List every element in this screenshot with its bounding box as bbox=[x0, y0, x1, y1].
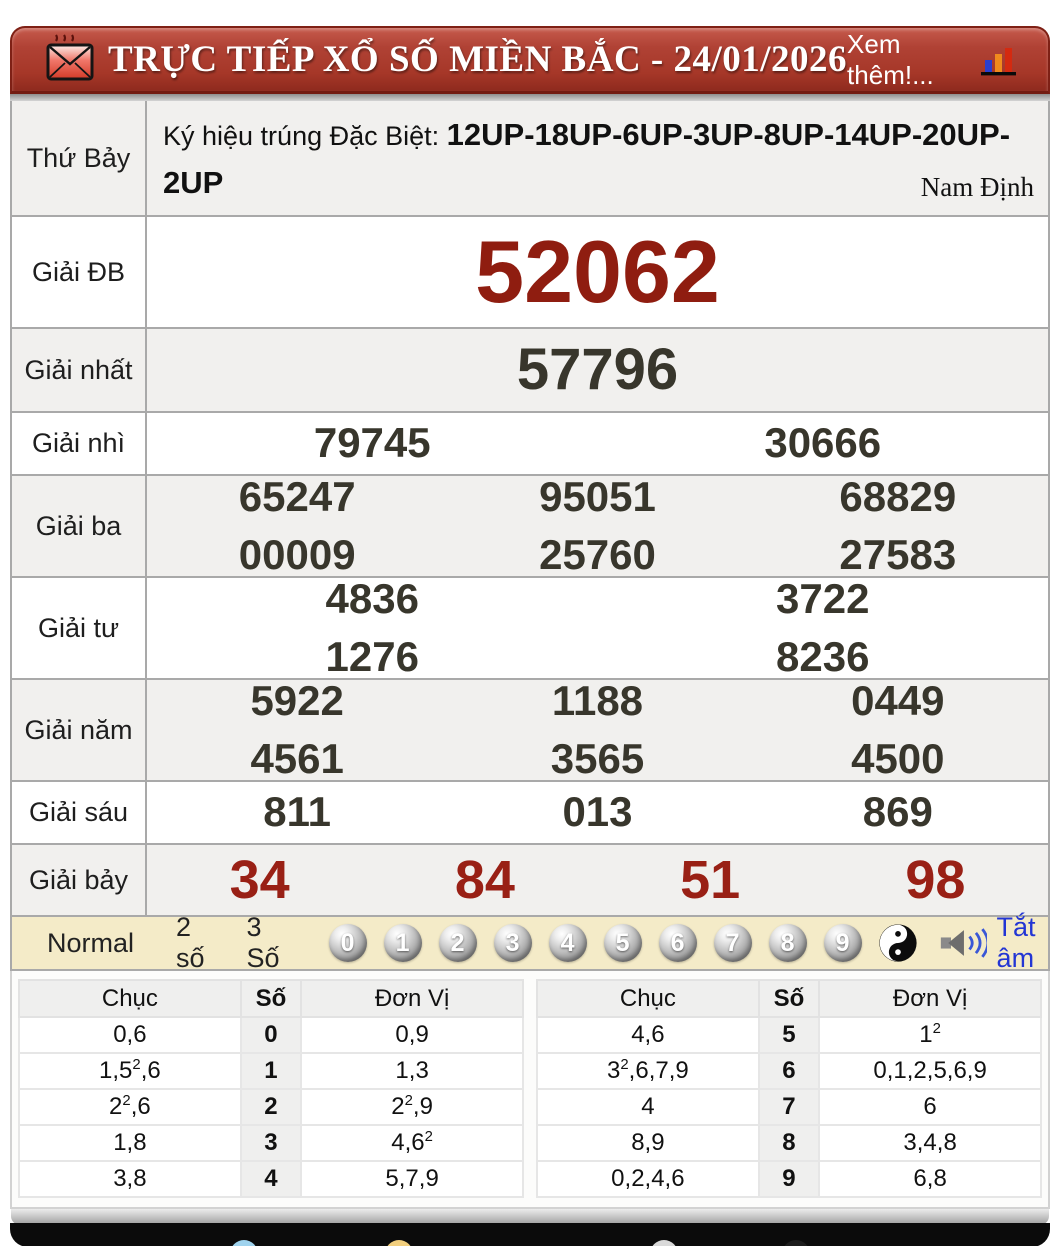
prize-column bbox=[748, 472, 1048, 581]
prize-number: 68829 bbox=[839, 472, 957, 520]
stat-digit: 5 bbox=[759, 1017, 819, 1053]
stat-values: $2^2,6$ bbox=[19, 1089, 241, 1125]
prize-number: 0449 bbox=[851, 676, 945, 724]
stat-values: 1,3 bbox=[301, 1053, 523, 1089]
prize-column bbox=[823, 848, 1048, 913]
prize-label: Giải nhì bbox=[12, 413, 147, 474]
envelope-icon bbox=[46, 31, 94, 88]
stat-values: 6 bbox=[819, 1089, 1041, 1125]
prize-column bbox=[147, 335, 1048, 405]
stat-digit: 7 bbox=[759, 1089, 819, 1125]
stat-values: 0,9 bbox=[301, 1017, 523, 1053]
prize-column bbox=[447, 472, 747, 581]
yin-yang-ball[interactable] bbox=[879, 924, 917, 962]
prize-column bbox=[147, 574, 598, 683]
mute-button[interactable]: Tắt âm bbox=[996, 912, 1036, 974]
page-title: TRỰC TIẾP XỔ SỐ MIỀN BẮC - 24/01/2026 bbox=[108, 39, 848, 80]
stat-values: 0,6 bbox=[19, 1017, 241, 1053]
stat-values: 4,6 bbox=[537, 1017, 759, 1053]
prize-values bbox=[147, 329, 1048, 411]
stat-digit: 3 bbox=[241, 1125, 301, 1161]
tab-normal[interactable]: Normal bbox=[47, 927, 135, 958]
prize-label: Giải tư bbox=[12, 578, 147, 678]
stat-header: Số bbox=[759, 980, 819, 1017]
stat-row bbox=[19, 1017, 523, 1053]
prize-values bbox=[147, 472, 1048, 579]
weekday-label: Thứ Bảy bbox=[12, 101, 147, 215]
ball-0[interactable]: 0 bbox=[329, 924, 367, 962]
stat-digit: 6 bbox=[759, 1053, 819, 1089]
prize-label: Giải ĐB bbox=[12, 217, 147, 327]
prize-row bbox=[12, 472, 1048, 579]
prize-row bbox=[12, 413, 1048, 476]
prize-number: 25760 bbox=[539, 531, 656, 579]
prize-number: 4836 bbox=[325, 574, 419, 622]
footer-black-bar bbox=[10, 1223, 1050, 1246]
prize-column bbox=[147, 676, 447, 785]
ball-2[interactable]: 2 bbox=[439, 924, 477, 962]
prize-label: Giải ba bbox=[12, 476, 147, 576]
stats-section bbox=[10, 971, 1050, 1209]
prize-column bbox=[147, 418, 598, 468]
stat-values: $2^2,9$ bbox=[301, 1089, 523, 1125]
ball-1[interactable]: 1 bbox=[384, 924, 422, 962]
stat-digit: 4 bbox=[241, 1161, 301, 1197]
stat-row bbox=[537, 1089, 1041, 1125]
prize-column bbox=[748, 676, 1048, 785]
prize-number: 30666 bbox=[764, 419, 882, 467]
prize-column bbox=[147, 222, 1048, 322]
prize-number: 4561 bbox=[250, 735, 344, 783]
prize-row bbox=[12, 329, 1048, 413]
prize-number: 98 bbox=[905, 849, 966, 910]
prize-number: 84 bbox=[454, 849, 515, 910]
prize-number: 95051 bbox=[539, 472, 656, 520]
prize-number: 8236 bbox=[776, 633, 870, 681]
stat-row bbox=[537, 1017, 1041, 1053]
prize-column bbox=[447, 787, 747, 837]
prize-column bbox=[598, 418, 1049, 468]
see-more-link[interactable]: Xem thêm!... bbox=[847, 28, 934, 90]
prize-values bbox=[147, 217, 1048, 327]
prize-number: 4500 bbox=[851, 735, 945, 783]
stat-row bbox=[19, 1053, 523, 1089]
stat-values: 0,2,4,6 bbox=[537, 1161, 759, 1197]
stat-values: 8,9 bbox=[537, 1125, 759, 1161]
stat-values: 5,7,9 bbox=[301, 1161, 523, 1197]
stat-values: 3,8 bbox=[19, 1161, 241, 1197]
ball-7[interactable]: 7 bbox=[714, 924, 752, 962]
head-tail-tables bbox=[18, 979, 1042, 1198]
prize-values bbox=[147, 845, 1048, 915]
ball-3[interactable]: 3 bbox=[494, 924, 532, 962]
prize-number: 51 bbox=[680, 849, 741, 910]
prize-values bbox=[147, 782, 1048, 843]
stat-digit: 8 bbox=[759, 1125, 819, 1161]
prize-number: 5922 bbox=[250, 676, 344, 724]
prize-label: Giải năm bbox=[12, 680, 147, 780]
stat-values: $3^2,6,7,9$ bbox=[537, 1053, 759, 1089]
stat-values: 0,1,2,5,6,9 bbox=[819, 1053, 1041, 1089]
ball-6[interactable]: 6 bbox=[659, 924, 697, 962]
stat-values: 4 bbox=[537, 1089, 759, 1125]
header-divider bbox=[10, 94, 1050, 101]
stat-row bbox=[19, 1161, 523, 1197]
prize-values bbox=[147, 676, 1048, 783]
prize-rows bbox=[12, 217, 1048, 915]
prize-label: Giải sáu bbox=[12, 782, 147, 843]
prize-column bbox=[447, 676, 747, 785]
stat-header: Chục bbox=[19, 980, 241, 1017]
prize-number: 3565 bbox=[550, 735, 645, 783]
stat-row bbox=[537, 1161, 1041, 1197]
stat-digit: 9 bbox=[759, 1161, 819, 1197]
prize-number: 27583 bbox=[839, 531, 957, 579]
prize-column bbox=[372, 848, 597, 913]
prize-values bbox=[147, 413, 1048, 474]
prize-row bbox=[12, 217, 1048, 329]
stat-values: $1^2$ bbox=[819, 1017, 1041, 1053]
lottery-header bbox=[10, 26, 1050, 94]
symbol-codes: 12UP-18UP-6UP-3UP-8UP-14UP-20UP-2UP bbox=[163, 117, 1011, 201]
stat-digit: 0 bbox=[241, 1017, 301, 1053]
stat-digit: 2 bbox=[241, 1089, 301, 1125]
ball-5[interactable]: 5 bbox=[604, 924, 642, 962]
prize-number: 34 bbox=[229, 849, 290, 910]
head-tail-table bbox=[536, 979, 1042, 1198]
prize-label: Giải bảy bbox=[12, 845, 147, 915]
ball-8[interactable]: 8 bbox=[769, 924, 807, 962]
prize-label: Giải nhất bbox=[12, 329, 147, 411]
speaker-icon[interactable] bbox=[939, 926, 987, 960]
stat-values: 6,8 bbox=[819, 1161, 1041, 1197]
prize-column bbox=[147, 787, 447, 837]
prize-number: 52062 bbox=[475, 222, 720, 322]
stat-row bbox=[19, 1125, 523, 1161]
stat-header: Số bbox=[241, 980, 301, 1017]
symbol-label: Ký hiệu trúng Đặc Biệt: bbox=[163, 121, 440, 151]
stat-row bbox=[537, 1125, 1041, 1161]
tab-3-so[interactable]: 3 Số bbox=[246, 912, 280, 974]
prize-number: 869 bbox=[862, 788, 933, 836]
prize-row bbox=[12, 574, 1048, 681]
stat-header: Đơn Vị bbox=[819, 980, 1041, 1017]
stat-row bbox=[537, 1053, 1041, 1089]
province-name: Nam Định bbox=[920, 172, 1034, 203]
prize-column bbox=[598, 574, 1049, 683]
prize-number: 1188 bbox=[551, 676, 644, 724]
prize-number: 57796 bbox=[516, 337, 679, 403]
prize-number: 3722 bbox=[776, 574, 870, 622]
tab-2-so[interactable]: 2 số bbox=[176, 912, 205, 974]
prize-column bbox=[147, 472, 447, 581]
number-balls bbox=[329, 924, 862, 962]
stat-digit: 1 bbox=[241, 1053, 301, 1089]
prize-number: 811 bbox=[263, 788, 332, 836]
draw-info-row bbox=[12, 101, 1048, 217]
prize-values bbox=[147, 574, 1048, 681]
prize-number: 00009 bbox=[238, 531, 356, 579]
prize-number: 013 bbox=[562, 788, 633, 836]
head-tail-table bbox=[18, 979, 524, 1198]
stat-values: 1,8 bbox=[19, 1125, 241, 1161]
prize-column bbox=[598, 848, 823, 913]
prize-row bbox=[12, 845, 1048, 915]
stat-header: Đơn Vị bbox=[301, 980, 523, 1017]
prize-column bbox=[748, 787, 1048, 837]
prize-column bbox=[147, 848, 372, 913]
stat-values: 3,4,8 bbox=[819, 1125, 1041, 1161]
prize-number: 79745 bbox=[313, 419, 431, 467]
symbol-info bbox=[147, 101, 1048, 215]
ball-4[interactable]: 4 bbox=[549, 924, 587, 962]
stat-values: $4,6^2$ bbox=[301, 1125, 523, 1161]
stat-row bbox=[19, 1089, 523, 1125]
bar-chart-icon[interactable] bbox=[978, 43, 1018, 82]
ball-9[interactable]: 9 bbox=[824, 924, 862, 962]
lottery-widget bbox=[10, 26, 1050, 1246]
prize-number: 1276 bbox=[325, 633, 419, 681]
prize-row bbox=[12, 782, 1048, 845]
prize-number: 65247 bbox=[238, 472, 356, 520]
stat-header: Chục bbox=[537, 980, 759, 1017]
results-table bbox=[10, 101, 1050, 917]
prize-row bbox=[12, 676, 1048, 783]
stat-values: $1,5^2,6$ bbox=[19, 1053, 241, 1089]
toolbar bbox=[10, 912, 1050, 974]
